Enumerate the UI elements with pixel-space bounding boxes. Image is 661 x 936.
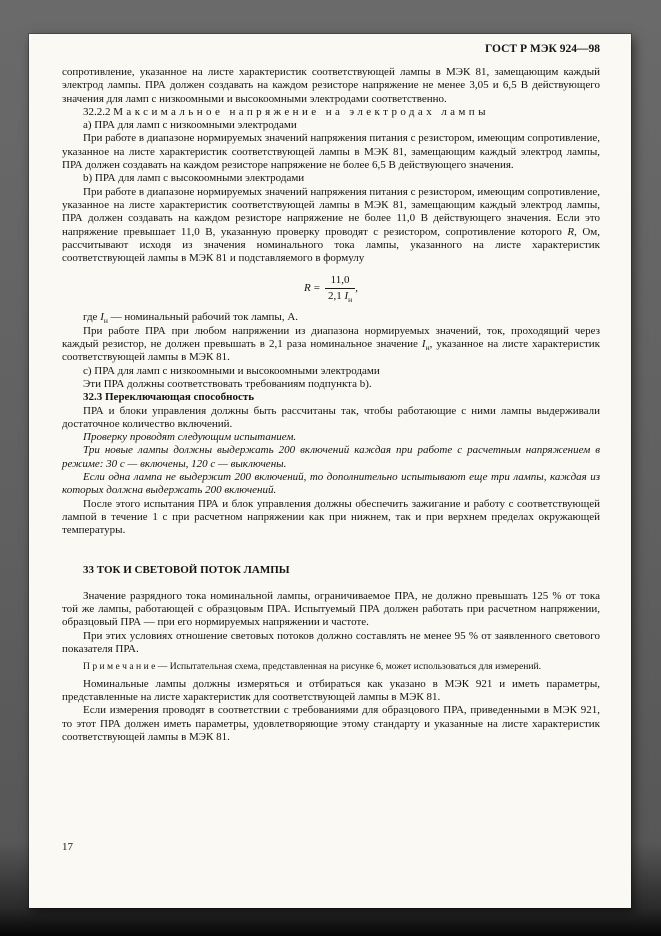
current-subscript: н	[348, 295, 353, 305]
paragraph-test-intro: Проверку проводят следующим испытанием.	[83, 431, 297, 444]
resistance-variable: R	[567, 225, 575, 238]
current-limit-part1: При работе ПРА при любом напряжении из диапазона нормируемых значений, ток, проходящий через каждый резистор, не должен превышать в 2,1 раза номинальное значение	[62, 324, 600, 351]
formula-trailing-comma: ,	[355, 282, 358, 295]
document-body	[62, 66, 600, 744]
paragraph-item-c-text: Эти ПРА должны соответствовать требованиям подпункта b).	[83, 377, 372, 390]
current-variable: I	[344, 290, 349, 303]
current-subscript: н	[103, 316, 108, 326]
standard-code-header: ГОСТ Р МЭК 924—98	[485, 43, 600, 55]
paragraph-item-a-text: При работе в диапазоне нормируемых значений напряжения питания с резистором, имеющим сопротивление, указанное на листе характеристик соответствующей лампы в МЭК 81, замещающим каждый электрод лампы, ПРА должен создавать на каждом резисторе напряжение не более 6,5 В действующего значения.	[62, 132, 600, 172]
denominator-coefficient: 2,1	[328, 290, 345, 303]
paragraph-current-limit	[62, 325, 600, 365]
page-number: 17	[62, 841, 73, 853]
formula	[62, 274, 600, 303]
item-b-text-part1: При работе в диапазоне нормируемых значений напряжения питания с резистором, имеющим сопротивление, указанное на листе характеристик соответствующей лампы в МЭК 81, замещающим каждый электрод лампы, ПРА должен создавать на каждом резисторе напряжение не более 11,0 В действующего значения. Если это напряжение превышает 11,0 В, указанную проверку проводят с резистором, сопротивление которого	[62, 185, 600, 238]
formula-equals: =	[313, 282, 320, 295]
section-heading-33: 33 ТОК И СВЕТОВОЙ ПОТОК ЛАМПЫ	[83, 563, 290, 576]
current-variable: I	[421, 338, 426, 351]
paragraph-test-condition-1: Три новые лампы должны выдержать 200 включений каждая при работе с расчетным напряжением в режиме: 30 с — включены, 120 с — выключены.	[62, 444, 600, 470]
where-prefix: где	[83, 311, 101, 324]
paragraph-33-3: Номинальные лампы должны измеряться и отбираться как указано в МЭК 921 и иметь параметры, представленные на листе характеристик для соответствующей лампы в МЭК 81.	[62, 677, 600, 703]
subclause-heading-32-3: 32.3 Переключающая способность	[83, 391, 255, 404]
formula-numerator: 11,0	[325, 274, 355, 289]
subclause-number: 32.2.2	[83, 105, 111, 118]
paragraph-32-3-text: ПРА и блоки управления должны быть рассчитаны так, чтобы работающие с ними лампы выдерживали достаточное количество включений.	[62, 404, 600, 430]
list-item-c: c) ПРА для ламп с низкоомными и высокоомными электродами	[83, 364, 380, 377]
note-paragraph: П р и м е ч а н и е — Испытательная схема, представленная на рисунке 6, может использоваться для измерений.	[83, 661, 542, 673]
where-clause	[62, 311, 600, 324]
paragraph-continued: сопротивление, указанное на листе характеристик соответствующей лампы в МЭК 81, замещающим каждый электрод лампы. ПРА должен создавать на каждом резисторе напряжение не менее 3,05 и 6,5 В действующего значения для ламп с низкоомными и высокоомными электродами соответственно.	[62, 66, 600, 105]
paragraph-33-4: Если измерения проводят в соответствии с требованиями для образцового ПРА, приведенными в МЭК 921, то этот ПРА должен иметь параметры, удовлетворяющие этому стандарту и указанные на листе характеристик соответствующей лампы в МЭК 81.	[62, 704, 600, 743]
list-item-a: a) ПРА для ламп с низкоомными электродами	[83, 119, 297, 132]
paragraph-item-b-text	[62, 186, 600, 266]
current-variable: I	[100, 311, 104, 324]
subclause-title: Максимальное напряжение на электродах лампы	[113, 105, 489, 118]
list-item-b: b) ПРА для ламп с высокоомными электродами	[83, 172, 305, 185]
where-rest: — номинальный рабочий ток лампы, А.	[107, 311, 299, 324]
paragraph-33-2: При этих условиях отношение световых потоков должно составлять не менее 95 % от заявленного светового показателя ПРА.	[62, 629, 600, 655]
formula-lhs: R	[304, 282, 311, 295]
paragraph-after-test: После этого испытания ПРА и блок управления должны обеспечить зажигание и работу с соответствующей лампой в течение 1 с при расчетном напряжении как при нижнем, так и при верхнем пределах окружающей температуры.	[62, 497, 600, 537]
paragraph-test-condition-2: Если одна лампа не выдержит 200 включений, то дополнительно испытывают еще три лампы, каждая из которых должна выдержать 200 включений.	[62, 471, 600, 497]
subclause-heading-32-2-2	[62, 106, 600, 119]
document-page	[29, 34, 631, 908]
item-b-text-part2: , Ом, рассчитывают исходя из значения номинального тока лампы, указанного на листе характеристик соответствующей лампы в МЭК 81 и подставляемого в формулу	[62, 225, 600, 265]
formula-denominator	[325, 289, 355, 303]
current-limit-part2: , указанное на листе характеристик соответствующей лампы в МЭК 81.	[62, 338, 600, 364]
paragraph-33-1: Значение разрядного тока номинальной лампы, ограничиваемое ПРА, не должно превышать 125 % от тока той же лампы, работающей с образцовым ПРА. Испытуемый ПРА должен работать при расчетном напряжении, образцовый ПРА — при его нормируемых напряжении и частоте.	[62, 589, 600, 629]
current-subscript: н	[425, 343, 430, 353]
formula-fraction	[325, 274, 355, 303]
